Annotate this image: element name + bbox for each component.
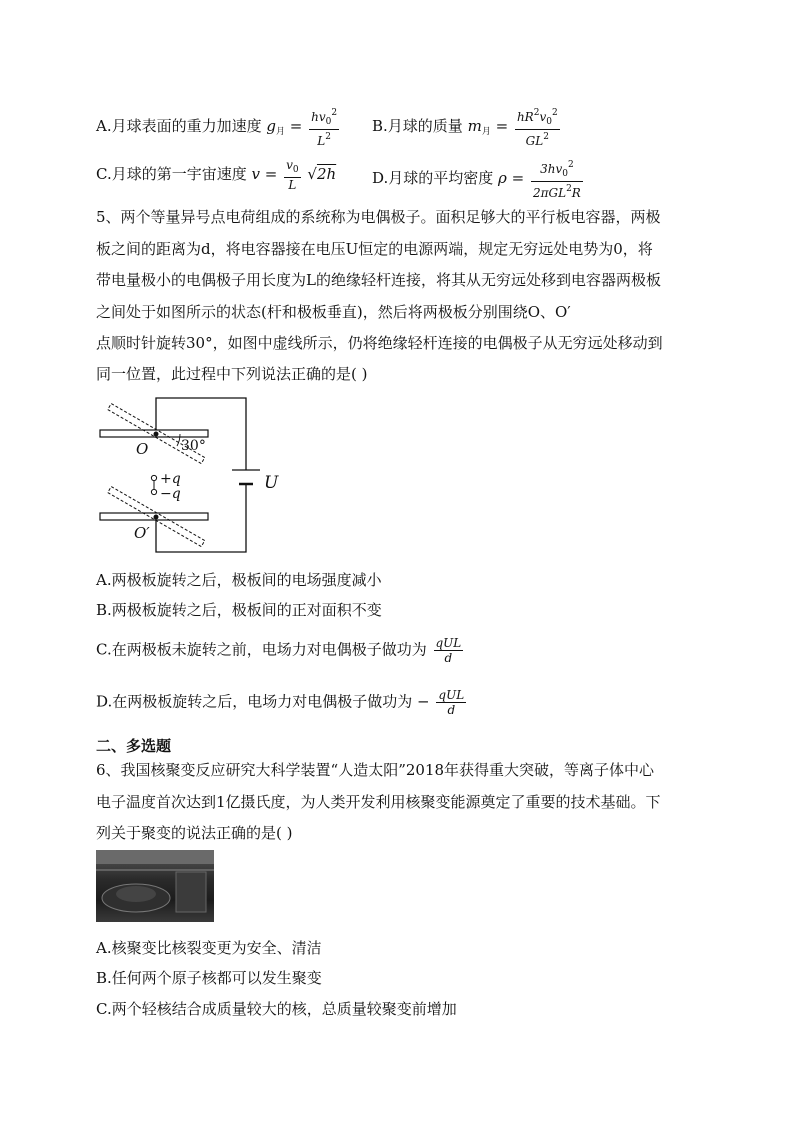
label-o-prime: O′ (134, 524, 150, 542)
q5-option-b: B.两极板旋转之后，极板间的正对面积不变 (96, 601, 382, 619)
q5-stem-line-4: 之间处于如图所示的状态(杆和极板垂直)，然后将两极板分别围绕O、O′ (96, 303, 571, 321)
label-plus-q: +q (160, 471, 181, 487)
q6-option-b: B.任何两个原子核都可以发生聚变 (96, 969, 322, 987)
q5-stem-line-6: 同一位置，此过程中下列说法正确的是( ) (96, 365, 368, 383)
q5-option-c-fraction: $\frac{\text{qUL}}{d}$ (435, 636, 462, 665)
fusion-device-photo (96, 850, 214, 922)
q4-option-b: B.月球的质量 $m_月$ = $\frac{hR^2v_0^2}{GL^2}$ (372, 108, 558, 148)
q4-option-c-fraction: $\frac{v_0}{L}$ (286, 158, 299, 192)
q4-option-c-var: v (251, 165, 260, 183)
label-angle: 30° (181, 438, 206, 454)
q4-option-b-fraction: $\frac{hR^2v_0^2}{GL^2}$ (516, 108, 558, 148)
q6-stem-line-2: 电子温度首次达到1亿摄氏度，为人类开发利用核聚变能源奠定了重要的技术基础。下 (96, 793, 661, 811)
q5-option-d-text: D.在两极板旋转之后，电场力对电偶极子做功为 (96, 692, 413, 711)
capacitor-dipole-figure (96, 392, 286, 562)
q4-option-c: C.月球的第一宇宙速度 v = $\frac{v_0}{L}$ √2h (96, 158, 337, 192)
q5-stem-line-1: 5、两个等量异号点电荷组成的系统称为电偶极子。面积足够大的平行板电容器，两极 (96, 208, 661, 226)
q6-option-a: A.核聚变比核裂变更为安全、清洁 (96, 939, 322, 957)
q4-option-b-text: B.月球的质量 (372, 117, 463, 135)
q4-option-a-text: A.月球表面的重力加速度 (96, 117, 262, 135)
q4-option-c-root: √2h (307, 165, 337, 183)
q6-stem-line-3: 列关于聚变的说法正确的是( ) (96, 824, 293, 842)
q4-option-d: D.月球的平均密度 ρ = $\frac{3hv_0^2}{2\pi GL^2R}$ (372, 160, 581, 200)
q4-option-a-fraction: $\frac{hv_0^2}{L^2}$ (311, 108, 338, 148)
q5-option-a: A.两极板旋转之后，极板间的电场强度减小 (96, 571, 382, 589)
q4-option-d-fraction: $\frac{3hv_0^2}{2\pi GL^2R}$ (532, 160, 581, 200)
q4-option-a-var: g (266, 117, 276, 135)
q4-option-c-text: C.月球的第一宇宙速度 (96, 165, 247, 183)
q5-option-d (96, 688, 468, 717)
q6-stem-line-1: 6、我国核聚变反应研究大科学装置“人造太阳”2018年获得重大突破，等离子体中心 (96, 761, 655, 779)
q4-option-d-text: D.月球的平均密度 (372, 169, 494, 187)
q4-option-b-sub: 月 (481, 127, 491, 137)
section-title-multiple-choice: 二、多选题 (96, 737, 172, 755)
q5-option-d-fraction: $\frac{\text{qUL}}{d}$ (438, 688, 465, 717)
q5-option-d-sign: − (417, 692, 430, 711)
q4-option-d-var: ρ (498, 169, 507, 187)
q4-option-a-sub: 月 (276, 127, 286, 137)
q4-option-a: A.月球表面的重力加速度 $g_月$ = $\frac{hv_0^2}{L^2}$ (96, 108, 338, 148)
q5-option-c-text: C.在两极板未旋转之前，电场力对电偶极子做功为 (96, 640, 427, 659)
q4-option-b-var: m (467, 117, 482, 135)
q5-stem-line-3: 带电量极小的电偶极子用长度为L的绝缘轻杆连接，将其从无穷远处移到电容器两极板 (96, 271, 661, 289)
q5-stem-line-2: 板之间的距离为d，将电容器接在电压U恒定的电源两端，规定无穷远处电势为0，将 (96, 240, 653, 258)
label-minus-q: −q (160, 486, 181, 502)
label-o: O (136, 440, 149, 458)
q5-stem-line-5: 点顺时针旋转30°，如图中虚线所示，仍将绝缘轻杆连接的电偶极子从无穷远处移动到 (96, 334, 663, 352)
label-u: U (264, 473, 279, 493)
q5-option-c (96, 636, 465, 665)
q6-option-c: C.两个轻核结合成质量较大的核，总质量较聚变前增加 (96, 1000, 457, 1018)
